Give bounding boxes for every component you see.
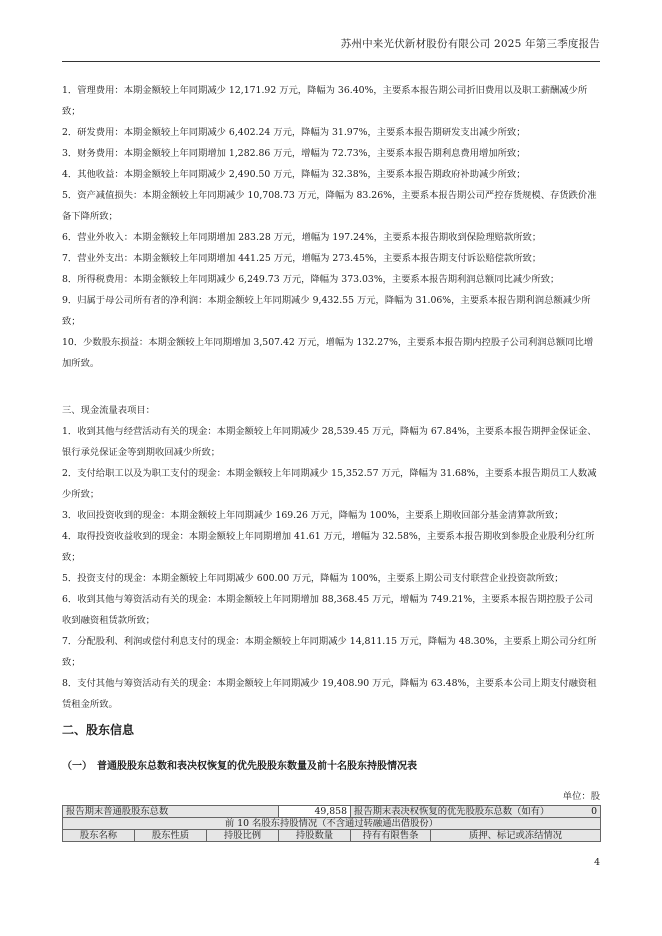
- table-row: [63, 818, 601, 830]
- page-header: 苏州中来光伏新材股份有限公司 2025 年第三季度报告: [340, 38, 600, 50]
- paragraph-income-tax: 8．所得税费用：本期金额较上年同期减少 6,249.73 万元，降幅为 373.03%，主要系本报告期利润总额同比减少所致；: [62, 274, 560, 285]
- unit-label: 单位：股: [562, 791, 600, 802]
- preferred-holders-value: 0: [591, 806, 598, 817]
- header-pledge-status: 质押、标记或冻结情况: [431, 830, 601, 842]
- common-holders-value: 49,858: [279, 806, 351, 818]
- paragraph-cf-operating-other: 1．收到其他与经营活动有关的现金：本期金额较上年同期减少 28,539.45 万元，降幅为 67.84%，主要系本报告期押金保证金、银行承兑保证金等到期收回减少所致；: [62, 426, 597, 458]
- header-rule: [62, 61, 600, 62]
- paragraph-admin-expense: 1．管理费用：本期金额较上年同期减少 12,171.92 万元，降幅为 36.40%，主要系本报告期公司折旧费用以及职工薪酬减少所致；: [62, 85, 588, 117]
- table-header-row: [63, 830, 601, 842]
- paragraph-cf-employee-pay: 2．支付给职工以及为职工支付的现金：本期金额较上年同期减少 15,352.57 万元，降幅为 31.68%，主要系本报告期员工人数减少所致；: [62, 468, 597, 500]
- section-title-shareholders: 二、股东信息: [62, 723, 135, 737]
- paragraph-non-operating-expense: 7．营业外支出：本期金额较上年同期增加 441.25 万元，增幅为 273.45%，主要系本报告期支付诉讼赔偿款所致；: [62, 253, 542, 264]
- top10-title: 前 10 名股东持股情况（不含通过转融通出借股份）: [63, 818, 601, 830]
- paragraph-other-income: 4．其他收益：本期金额较上年同期减少 2,490.50 万元，降幅为 32.38%，主要系本报告期政府补助减少所致；: [62, 169, 526, 180]
- preferred-holders-cell: [351, 806, 601, 818]
- shareholder-table: [62, 805, 601, 842]
- paragraph-minority-interest: 10．少数股东损益：本期金额较上年同期增加 3,507.42 万元，增幅为 132.27%，主要系本报告期内控股子公司利润总额同比增加所致。: [62, 337, 594, 369]
- paragraph-cf-investment-income: 4．取得投资收益收到的现金：本期金额较上年同期增加 41.61 万元，增幅为 32.58%，主要系本报告期收到参股企业股利分红所致；: [62, 531, 595, 563]
- paragraph-finance-expense: 3．财务费用：本期金额较上年同期增加 1,282.86 万元，增幅为 72.73%，主要系本报告期利息费用增加所致；: [62, 148, 526, 159]
- paragraph-cf-financing-paid: 8．支付其他与筹资活动有关的现金：本期金额较上年同期减少 19,408.90 万元，降幅为 63.48%，主要系本公司上期支付融资租赁租金所致。: [62, 678, 597, 710]
- paragraph-non-operating-income: 6．营业外收入：本期金额较上年同期增加 283.28 万元，增幅为 197.24%，主要系本报告期收到保险理赔款所致；: [62, 232, 542, 243]
- header-holding-ratio: 持股比例: [207, 830, 279, 842]
- paragraph-rd-expense: 2．研发费用：本期金额较上年同期减少 6,402.24 万元，降幅为 31.97%，主要系本报告期研发支出减少所致；: [62, 127, 526, 138]
- subsection-title-shareholder-table: （一） 普通股股东总数和表决权恢复的优先股股东数量及前十名股东持股情况表: [62, 761, 417, 772]
- preferred-holders-label: 报告期末表决权恢复的优先股股东总数（如有）: [354, 806, 550, 817]
- paragraph-net-profit-parent: 9．归属于母公司所有者的净利润：本期金额较上年同期减少 9,432.55 万元，降幅为 31.06%，主要系本报告期利润总额减少所致；: [62, 295, 591, 327]
- header-holding-amount: 持股数量: [279, 830, 351, 842]
- paragraph-cf-investment-recovery: 3．收回投资收到的现金：本期金额较上年同期减少 169.26 万元，降幅为 100%，主要系上期收回部分基金清算款所致；: [62, 510, 564, 521]
- cash-flow-heading: 三、现金流量表项目：: [62, 405, 155, 416]
- header-holder-nature: 股东性质: [135, 830, 207, 842]
- paragraph-asset-impairment: 5．资产减值损失：本期金额较上年同期减少 10,708.73 万元，降幅为 83.26%，主要系本报告期公司严控存货规模、存货跌价准备下降所致；: [62, 190, 597, 222]
- header-holder-name: 股东名称: [63, 830, 135, 842]
- common-holders-label: 报告期末普通股股东总数: [63, 806, 279, 818]
- paragraph-cf-financing-received: 6．收到其他与筹资活动有关的现金：本期金额较上年同期增加 88,368.45 万元，增幅为 749.21%，主要系本报告期控股子公司收到融资租赁款所致；: [62, 594, 594, 626]
- table-row: [63, 806, 601, 818]
- paragraph-cf-dividends-paid: 7．分配股利、利润或偿付利息支付的现金：本期金额较上年同期减少 14,811.15 万元，降幅为 48.30%，主要系上期公司分红所致；: [62, 636, 597, 668]
- page-number: 4: [594, 857, 600, 868]
- header-restricted: 持有有限售条: [351, 830, 431, 842]
- paragraph-cf-investment-paid: 5．投资支付的现金：本期金额较上年同期减少 600.00 万元，降幅为 100%，主要系上期公司支付联营企业投资款所致；: [62, 573, 564, 584]
